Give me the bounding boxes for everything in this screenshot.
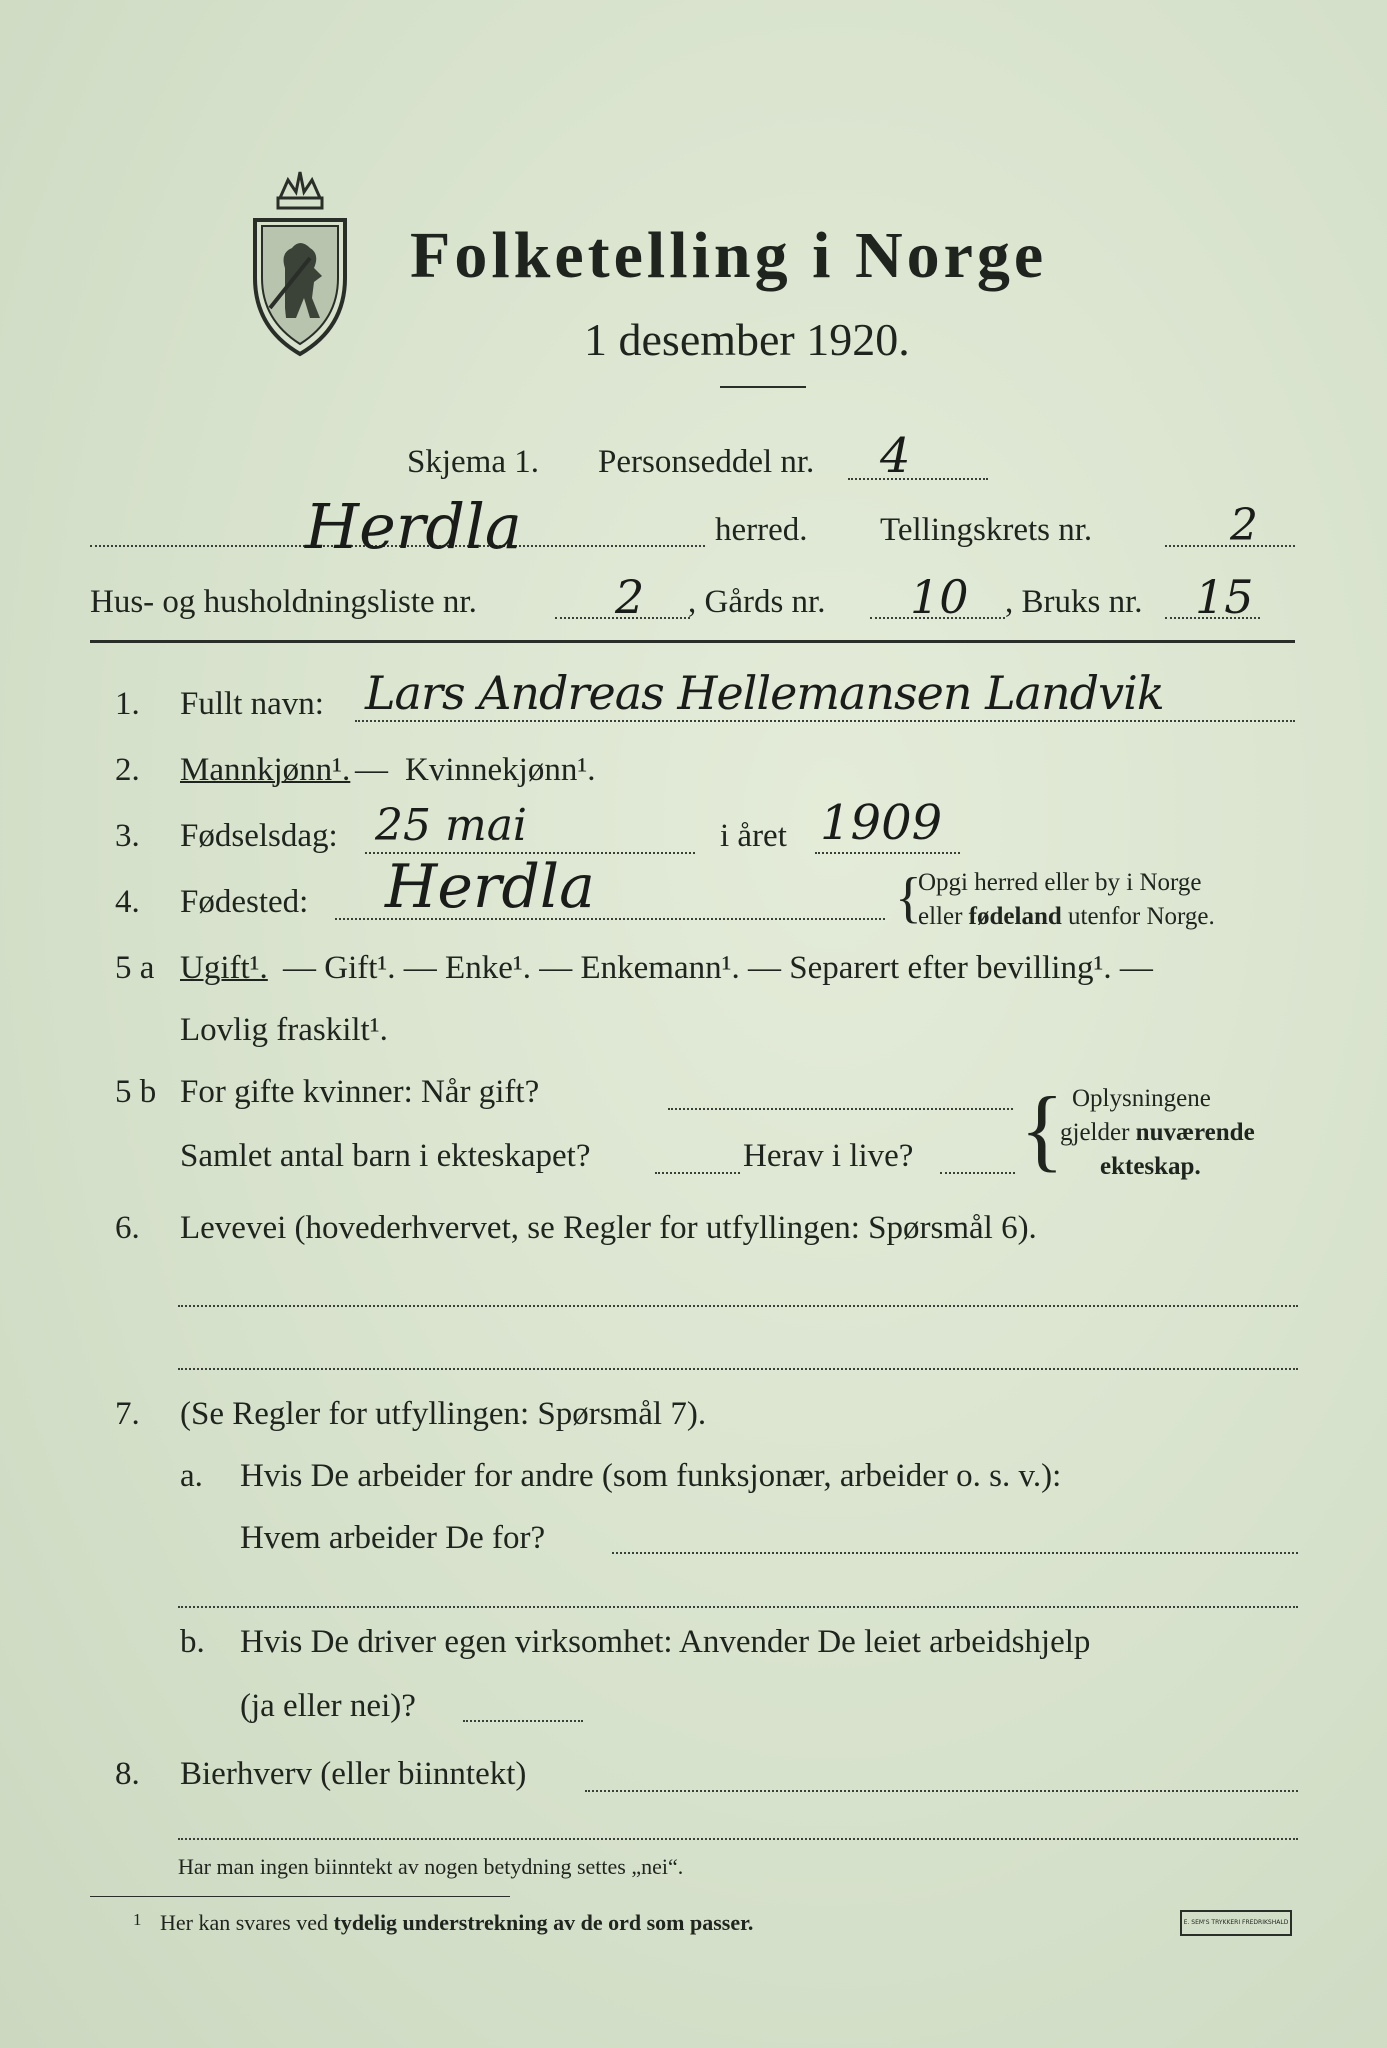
gards-value[interactable]: 10 xyxy=(910,570,969,624)
herred-label: herred. xyxy=(715,512,808,548)
census-date: 1 desember 1920. xyxy=(584,314,910,365)
q1-field-line xyxy=(355,720,1295,722)
printer-stamp: E. SEM'S TRYKKERI FREDRIKSHALD xyxy=(1180,1910,1292,1936)
form-title: Folketelling i Norge xyxy=(410,219,1048,292)
q5b-alive-label: Herav i live? xyxy=(743,1138,914,1174)
q5b-note-line2 xyxy=(1060,1119,1255,1147)
q7a-employer-field-line[interactable] xyxy=(612,1552,1298,1554)
q4-note-line2 xyxy=(918,903,1215,931)
q5b-brace: { xyxy=(1020,1078,1065,1180)
q4-note-fodeland: fødeland xyxy=(968,903,1062,930)
q3-birthday-value[interactable]: 25 mai xyxy=(375,800,528,851)
q7b-number: b. xyxy=(180,1624,205,1660)
q5b-number: 5 b xyxy=(115,1074,157,1110)
title-divider xyxy=(720,386,806,388)
footnote-text-bold: tydelig understrekning av de ord som passer. xyxy=(333,1910,754,1935)
q3-year-value[interactable]: 1909 xyxy=(820,795,943,851)
tellingskrets-label: Tellingskrets nr. xyxy=(880,512,1093,548)
q7a-field-line-2[interactable] xyxy=(178,1606,1298,1608)
q3-label: Fødselsdag: xyxy=(180,818,338,854)
q4-number: 4. xyxy=(115,884,140,920)
husliste-value[interactable]: 2 xyxy=(615,570,645,624)
personseddel-field-line xyxy=(848,478,988,480)
q5b-alive-field-line xyxy=(940,1172,1015,1174)
q5b-married-field-line xyxy=(668,1108,1013,1110)
q1-label: Fullt navn: xyxy=(180,686,324,722)
q6-number: 6. xyxy=(115,1210,140,1246)
q8-field-line[interactable] xyxy=(585,1790,1298,1792)
q4-note-utenfor: utenfor Norge. xyxy=(1061,903,1215,930)
q8-label: Bierhverv (eller biinntekt) xyxy=(180,1756,527,1792)
q5b-note-gjelder: gjelder xyxy=(1060,1119,1136,1146)
q4-note-eller: eller xyxy=(918,903,969,930)
q4-label: Fødested: xyxy=(180,884,309,920)
q3-year-label: i året xyxy=(720,818,787,854)
bleed-through-text xyxy=(560,125,566,152)
biinntekt-note: Har man ingen biinntekt av nogen betydning settes „nei“. xyxy=(178,1854,684,1879)
q7a-number: a. xyxy=(180,1458,203,1494)
footnote-mark: 1 xyxy=(133,1910,142,1929)
q2-male-option[interactable]: Mannkjønn¹. xyxy=(180,752,351,788)
q8-field-line-2[interactable] xyxy=(178,1838,1298,1840)
q7b-help-label: (ja eller nei)? xyxy=(240,1688,416,1724)
q1-number: 1. xyxy=(115,686,140,722)
personseddel-label: Personseddel nr. xyxy=(598,444,815,480)
q5a-other-options[interactable]: — Gift¹. — Enke¹. — Enkemann¹. — Separert efter bevilling¹. — xyxy=(283,950,1153,986)
q2-separator: — xyxy=(355,752,388,788)
header-separator xyxy=(90,640,1295,643)
norway-coat-of-arms-icon xyxy=(240,158,360,358)
skjema-label: Skjema 1. xyxy=(407,444,539,480)
herred-value[interactable]: Herdla xyxy=(305,490,522,563)
bruks-label: , Bruks nr. xyxy=(1005,584,1143,620)
q2-number: 2. xyxy=(115,752,140,788)
q6-field-line-2[interactable] xyxy=(178,1368,1298,1370)
q4-note-line1: Opgi herred eller by i Norge xyxy=(918,869,1202,896)
q7b-field-line[interactable] xyxy=(463,1720,583,1722)
q1-full-name-value[interactable]: Lars Andreas Hellemansen Landvik xyxy=(365,666,1164,720)
q5a-lovlig-fraskilt[interactable]: Lovlig fraskilt¹. xyxy=(180,1012,388,1048)
tellingskrets-value[interactable]: 2 xyxy=(1230,500,1258,551)
q3-number: 3. xyxy=(115,818,140,854)
q7b-label: Hvis De driver egen virksomhet: Anvender De leiet arbeidshjelp xyxy=(240,1624,1091,1660)
q5b-children-label: Samlet antal barn i ekteskapet? xyxy=(180,1138,591,1174)
footnote-divider xyxy=(90,1896,510,1897)
q7a-employer-label: Hvem arbeider De for? xyxy=(240,1520,546,1556)
q5b-note-line3: ekteskap. xyxy=(1100,1153,1201,1180)
q5b-note-line1: Oplysningene xyxy=(1072,1085,1211,1112)
q5b-children-field-line xyxy=(655,1172,740,1174)
q5a-ugift-option[interactable]: Ugift¹. xyxy=(180,950,268,986)
bruks-value[interactable]: 15 xyxy=(1195,570,1254,624)
q5b-note-naavaerende: nuværende xyxy=(1135,1119,1255,1146)
q3-year-field-line xyxy=(815,852,960,854)
q4-birthplace-value[interactable]: Herdla xyxy=(385,852,595,922)
q6-field-line-1[interactable] xyxy=(178,1305,1298,1307)
q5b-label: For gifte kvinner: Når gift? xyxy=(180,1074,540,1110)
q7-number: 7. xyxy=(115,1396,140,1432)
footnote-text xyxy=(160,1910,753,1936)
q7a-label: Hvis De arbeider for andre (som funksjonær, arbeider o. s. v.): xyxy=(240,1458,1062,1494)
q6-label: Levevei (hovederhvervet, se Regler for utfyllingen: Spørsmål 6). xyxy=(180,1210,1037,1246)
q8-number: 8. xyxy=(115,1756,140,1792)
q4-brace: { xyxy=(895,867,922,929)
q2-female-option[interactable]: Kvinnekjønn¹. xyxy=(405,752,596,788)
gards-label: , Gårds nr. xyxy=(688,584,826,620)
husliste-label: Hus- og husholdningsliste nr. xyxy=(90,584,477,620)
q5a-number: 5 a xyxy=(115,950,155,986)
footnote-text-plain: Her kan svares ved xyxy=(160,1910,334,1935)
q7-label: (Se Regler for utfyllingen: Spørsmål 7). xyxy=(180,1396,707,1432)
personseddel-value[interactable]: 4 xyxy=(880,428,911,484)
